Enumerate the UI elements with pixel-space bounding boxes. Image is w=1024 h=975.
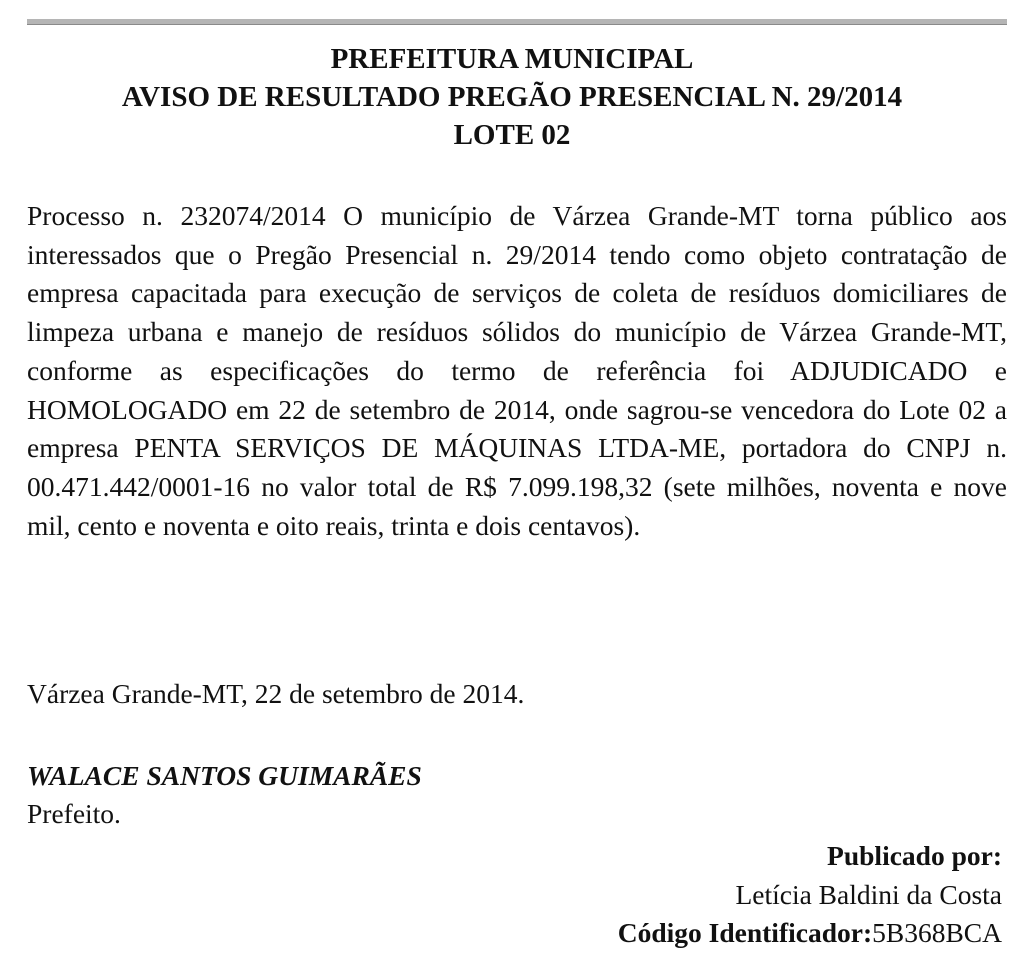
- notice-body-paragraph: Processo n. 232074/2014 O município de Várzea Grande-MT torna público aos interessados que o Pregão Presencial n. 29/2014 tendo como objeto contratação de empresa capacitada para execução de serviços de coleta de resíduos domiciliares de limpeza urbana e manejo de resíduos sólidos do município de Várzea Grande-MT, conforme as especificações do termo de referência foi ADJUDICADO e HOMOLOGADO em 22 de setembro de 2014, onde sagrou-se vencedora do Lote 02 a empresa PENTA SERVIÇOS DE MÁQUINAS LTDA-ME, portadora do CNPJ n. 00.471.442/0001-16 no valor total de R$ 7.099.198,32 (sete milhões, noventa e nove mil, cento e noventa e oito reais, trinta e dois centavos).: [27, 200, 1007, 541]
- publisher-name: Letícia Baldini da Costa: [735, 878, 1002, 910]
- document-header: [0, 40, 1024, 154]
- identifier-code-value: 5B368BCA: [872, 917, 1002, 948]
- published-by-label: Publicado por:: [827, 840, 1002, 871]
- identifier-code-label: Código Identificador:: [617, 917, 873, 948]
- header-institution: PREFEITURA MUNICIPAL: [330, 43, 694, 75]
- publication-block: [618, 837, 1002, 953]
- signer-role: Prefeito.: [27, 798, 121, 829]
- signer-name: WALACE SANTOS GUIMARÃES: [27, 760, 422, 791]
- header-notice-title: AVISO DE RESULTADO PREGÃO PRESENCIAL N. 29/2014: [121, 81, 903, 113]
- header-lot: LOTE 02: [453, 119, 571, 151]
- identifier-code-line: [618, 914, 1002, 953]
- place-date-line: Várzea Grande-MT, 22 de setembro de 2014.: [27, 678, 525, 709]
- top-divider: [27, 19, 1007, 25]
